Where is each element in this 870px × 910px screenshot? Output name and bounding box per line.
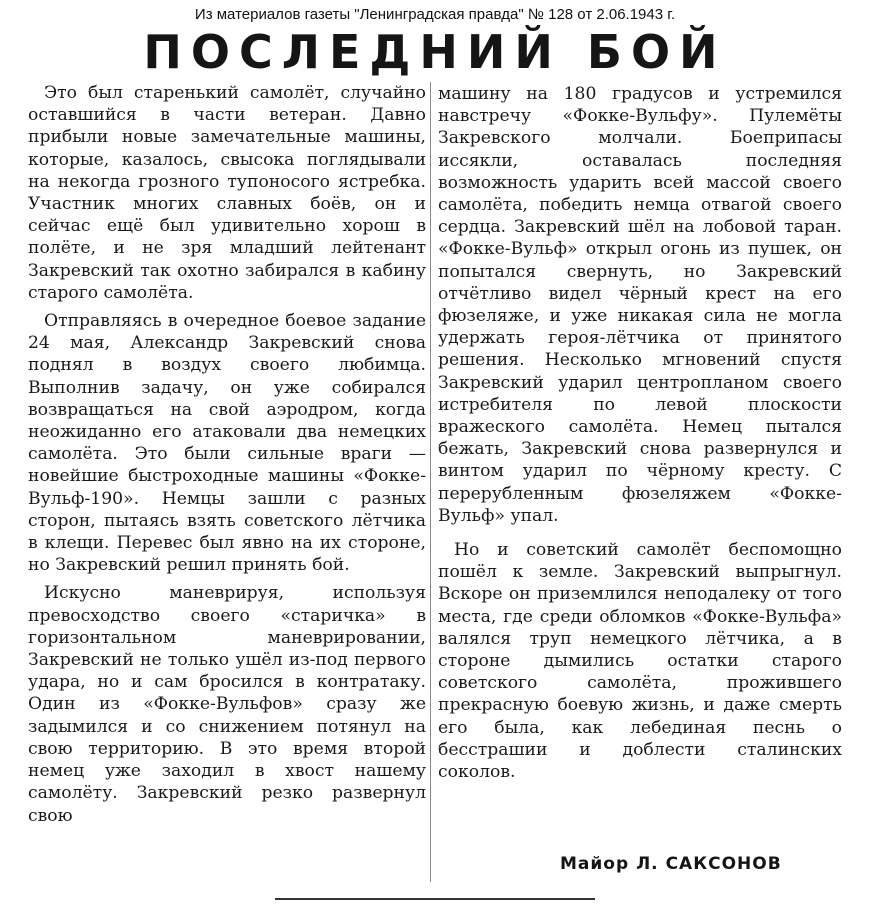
paragraph: Искусно маневрируя, используя превосходство своего «старичка» в горизонтальном маневрировании, Закревский не только ушёл из-под первого удара, но и сам бросился в контратаку. Один из «Фокке-Вульфов» сразу же задымился и со снижением потянул на свою территорию. В это время второй немец уже заходил в хвост нашему самолёту. Закревский резко развернул свою [28, 583, 426, 826]
article-column-left [28, 82, 426, 827]
paragraph: Но и советский самолёт беспомощно пошёл к земле. Закревский выпрыгнул. Вскоре он приземлился неподалеку от того места, где среди обломков «Фокке-Вульфа» валялся труп немецкого лётчика, а в стороне дымились остатки старого советского самолёта, прожившего прекрасную боевую жизнь, и даже смерть его была, как лебединая песнь о бесстрашии и доблести сталинских соколов. [438, 540, 842, 783]
paragraph: Это был старенький самолёт, случайно оставшийся в части ветеран. Давно прибыли новые замечательные машины, которые, казалось, свысока поглядывали на некогда грозного тупоносого ястребка. Участник многих славных боёв, он и сейчас ещё был удивительно хорош в полёте, и не зря младший лейтенант Закревский так охотно забирался в кабину старого самолёта. [28, 83, 426, 303]
paragraph: Отправляясь в очередное боевое задание 24 мая, Александр Закревский снова поднял в воздух своего любимца. Выполнив задачу, он уже собирался возвращаться на свой аэродром, когда неожиданно его атаковали два немецких самолёта. Это были сильные враги — новейшие быстроходные машины «Фокке-Вульф-190». Немцы зашли с разных сторон, пытаясь взять советского лётчика в клещи. Перевес был явно на их стороне, но Закревский решил принять бой. [28, 311, 426, 576]
author-signature: Майор Л. САКСОНОВ [560, 854, 782, 874]
footer-rule [275, 898, 595, 900]
article-column-right [438, 83, 842, 783]
article-headline: ПОСЛЕДНИЙ БОЙ [143, 25, 727, 79]
paragraph: машину на 180 градусов и устремился навстречу «Фокке-Вульфу». Пулемёты Закревского молчали. Боеприпасы иссякли, оставалась последняя возможность ударить всей массой своего самолёта, победить немца отвагой своего сердца. Закревский шёл на лобовой таран. «Фокке-Вульф» открыл огонь из пушек, он попытался свернуть, но Закревский отчётливо видел чёрный крест на его фюзеляже, и уже никакая сила не могла удержать героя-лётчика от принятого решения. Несколько мгновений спустя Закревский ударил центропланом своего истребителя по левой плоскости вражеского самолёта. Немец пытался бежать, Закревский снова развернулся и винтом ударил по чёрному кресту. С перерубленным фюзеляжем «Фокке-Вульф» упал. [438, 84, 842, 526]
source-caption: Из материалов газеты "Ленинградская правда" № 128 от 2.06.1943 г. [194, 6, 676, 23]
column-divider [430, 82, 431, 882]
